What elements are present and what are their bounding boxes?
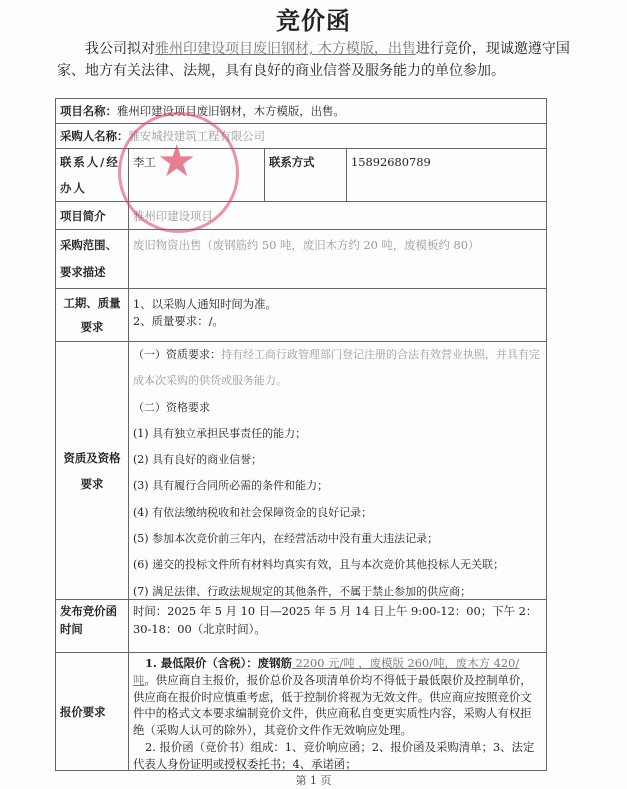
- intro-project: 雅州印建设项目废旧钢材, 木方模版，出售: [155, 41, 416, 57]
- document-title: 竞价函: [276, 6, 351, 35]
- qualification-label: 资质及资格要求: [56, 341, 128, 599]
- page-number: 第 1 页: [295, 774, 332, 787]
- quality-item: 2、质量要求：/。: [133, 314, 224, 328]
- qual-item: (2) 具有良好的商业信誉；: [133, 453, 263, 467]
- price-rules: 。供应商自主报价，报价总价及各项清单价均不得低于最低限价及控制单价，供应商在报价时应慎重考虑，低于控制价将视为无效文件。供应商应按照竞价文件中的格式文本要求编制竞价文件，供应商私自变更实质性内容，采购人有权拒绝（采购人认可的除外），其竞价文件作无效响应处理。: [133, 672, 532, 738]
- contact-person: 李工: [128, 148, 264, 201]
- qual-item: (3) 具有履行合同所必需的条件和能力；: [133, 479, 329, 493]
- intro-paragraph: [57, 38, 572, 82]
- scope-description: 废旧物资出售（废钢筋约 50 吨，废旧木方约 20 吨，废模板约 80）: [128, 229, 546, 288]
- publish-time: 时间：2025 年 5 月 10 日—2025 年 5 月 14 日上午 9:00-12：00；下午 2：30-18：00（北京时间）。: [128, 599, 546, 652]
- phone-label: 联系方式: [264, 148, 346, 201]
- min-price-values: 2200 元/吨 ，废模版 260/吨，废木方 420/吨: [133, 656, 520, 687]
- qual-item: (6) 递交的投标文件所有材料均真实有效，且与本次竞价其他投标人无关联；: [133, 558, 505, 572]
- contact-label: 联系人/经办人: [56, 148, 128, 201]
- bid-composition: 2. 报价函（竞价书）组成：1、竞价响应函；2、报价函及采购清单；3、法定代表人身份证明或授权委托书；4、承诺函；: [133, 739, 535, 771]
- buyer-row: [56, 123, 546, 148]
- min-price-heading: 1. 最低限价（含税）：废钢筋: [145, 656, 292, 670]
- price-label: 报价要求: [56, 652, 128, 770]
- intro-pre: 我公司拟对: [85, 41, 155, 57]
- buyer-name: 雅安城投建筑工程有限公司: [128, 129, 266, 143]
- scope-label: 采购范围、要求描述: [56, 229, 128, 288]
- qual-2-heading: （二）资格要求: [133, 400, 210, 414]
- qual-item: (5) 参加本次竞价前三年内，在经营活动中没有重大违法记录；: [133, 532, 439, 546]
- qual-item: (1) 具有独立承担民事责任的能力；: [133, 426, 307, 440]
- summary-label: 项目简介: [56, 201, 128, 229]
- star-icon: ★: [157, 136, 197, 187]
- project-name-row: [56, 99, 546, 123]
- project-name: 雅州印建设项目废旧钢材，木方模版，出售。: [116, 104, 345, 118]
- period-label: 工期、质量要求: [56, 288, 128, 341]
- publish-label: 发布竞价函时间: [56, 599, 128, 652]
- bid-info-table: [55, 98, 547, 771]
- phone-number: 15892680789: [346, 148, 546, 201]
- buyer-label: 采购人名称：: [60, 129, 129, 143]
- project-summary: 雅州印建设项目: [128, 201, 546, 229]
- intro-post: 进行竞价，现诚邀遵守国家、地方有关法律、法规，具有良好的商业信誉及服务能力的单位参加。: [57, 41, 570, 79]
- qual-item: (4) 有依法缴纳税收和社会保障资金的良好记录；: [133, 505, 373, 519]
- qual-item: (7) 满足法律、行政法规规定的其他条件，不属于禁止参加的供应商；: [133, 584, 472, 598]
- period-item: 1、以采购人通知时间为准。: [133, 297, 277, 311]
- qual-1-heading: （一）资质要求：: [133, 348, 221, 361]
- qual-1-text: 持有经工商行政管理部门登记注册的合法有效营业执照，并具有完成本次采购的供货或服务能力。: [133, 348, 540, 388]
- project-name-label: 项目名称：: [60, 104, 117, 118]
